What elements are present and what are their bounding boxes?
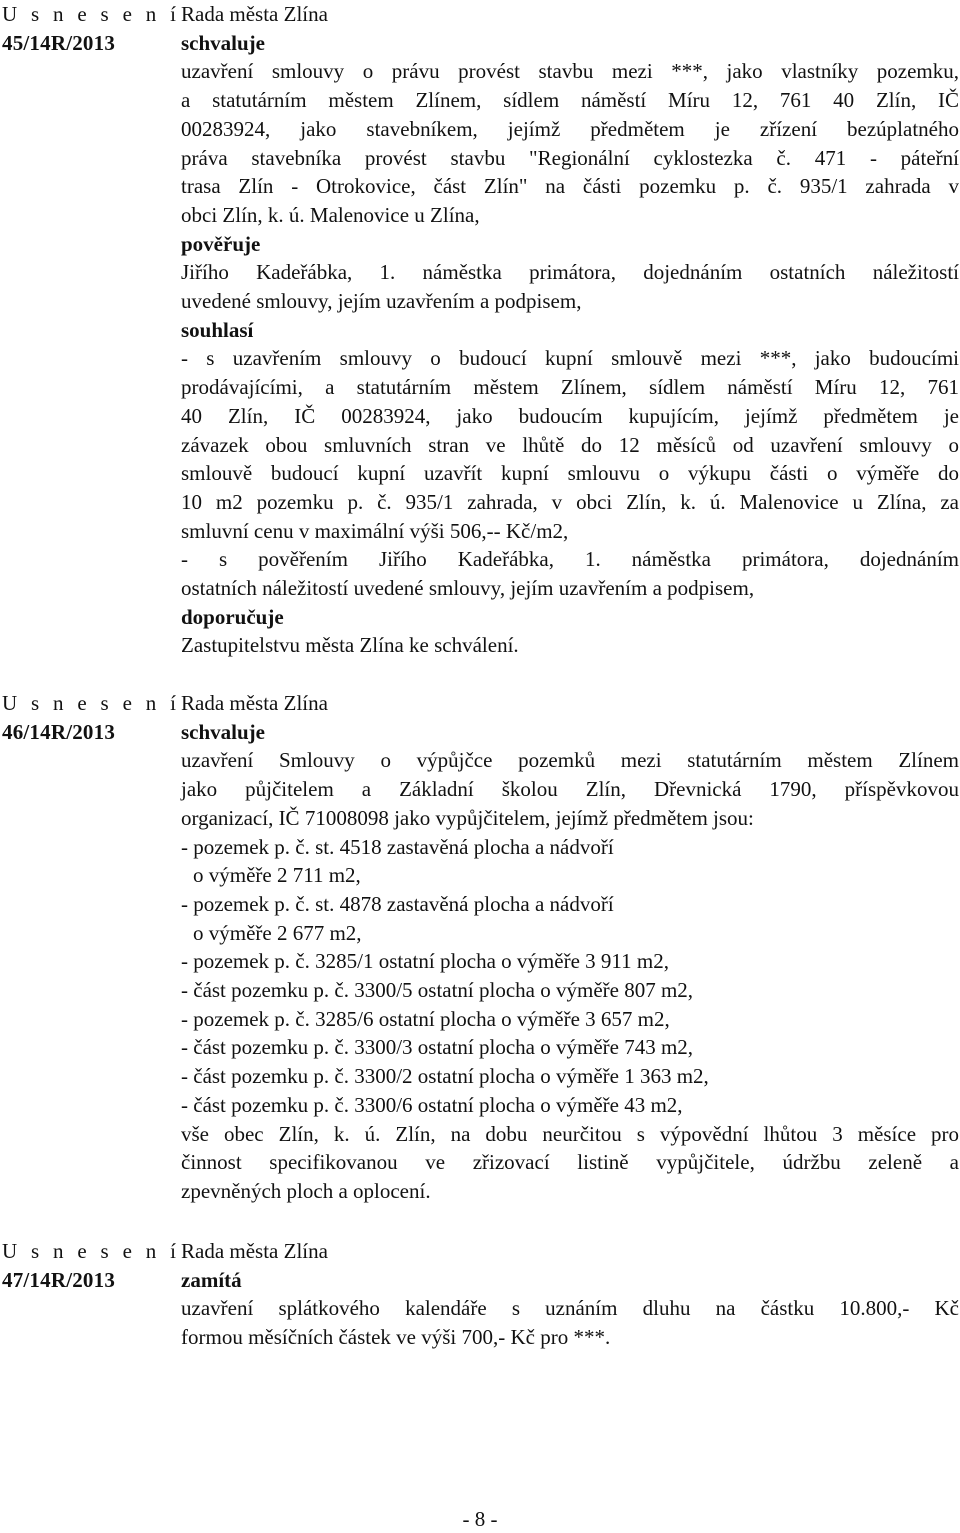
resolution-number: 45/14R/2013: [2, 30, 116, 55]
resolution-label-45: [2, 0, 181, 57]
resolution-word: U s n e s e n í: [2, 691, 181, 715]
text-line: a statutárním městem Zlínem, sídlem náměstí Míru 12, 761 40 Zlín, IČ: [181, 88, 959, 113]
resolution-verb: doporučuje: [181, 604, 284, 629]
text-line: Rada města Zlína: [181, 1239, 328, 1263]
text-line: - s pověřením Jiřího Kadeřábka, 1. náměstka primátora, dojednáním: [181, 547, 959, 572]
resolution-body-47: [181, 1237, 959, 1352]
text-line: Zastupitelstvu města Zlína ke schválení.: [181, 633, 519, 658]
text-line: - s uzavřením smlouvy o budoucí kupní smlouvě mezi ***, jako budoucími: [181, 346, 959, 371]
resolution-label-46: [2, 689, 181, 746]
text-line: trasa Zlín - Otrokovice, část Zlín" na části pozemku p. č. 935/1 zahrada v: [181, 174, 959, 199]
text-line: - pozemek p. č. 3285/6 ostatní plocha o výměře 3 657 m2,: [181, 1006, 670, 1031]
resolution-number: 47/14R/2013: [2, 1267, 116, 1292]
text-line: ostatních náležitostí uvedené smlouvy, jejím uzavřením a podpisem,: [181, 576, 755, 601]
text-line: 00283924, jako stavebníkem, jejímž předmětem je zřízení bezúplatného: [181, 116, 959, 141]
text-line: uzavření Smlouvy o výpůjčce pozemků mezi statutárním městem Zlínem: [181, 748, 959, 773]
text-line: o výměře 2 677 m2,: [193, 920, 362, 945]
resolution-verb: pověřuje: [181, 231, 261, 256]
text-line: vše obec Zlín, k. ú. Zlín, na dobu neurčitou s výpovědní lhůtou 3 měsíce pro: [181, 1121, 959, 1146]
text-line: obci Zlín, k. ú. Malenovice u Zlína,: [181, 202, 480, 227]
resolution-verb: zamítá: [181, 1267, 242, 1292]
text-line: - část pozemku p. č. 3300/3 ostatní plocha o výměře 743 m2,: [181, 1035, 694, 1060]
text-line: - část pozemku p. č. 3300/5 ostatní plocha o výměře 807 m2,: [181, 978, 694, 1003]
text-line: jako půjčitelem a Základní školou Zlín, Dřevnická 1790, příspěvkovou: [181, 777, 959, 802]
resolution-number: 46/14R/2013: [2, 719, 116, 744]
resolution-body-45: [181, 0, 959, 660]
text-line: - pozemek p. č. st. 4518 zastavěná plocha a nádvoří: [181, 834, 614, 859]
text-line: organizací, IČ 71008098 jako vypůjčitelem, jejímž předmětem jsou:: [181, 805, 754, 830]
text-line: formou měsíčních částek ve výši 700,- Kč pro ***.: [181, 1325, 611, 1350]
text-line: Jiřího Kadeřábka, 1. náměstka primátora, dojednáním ostatních náležitostí: [181, 260, 959, 285]
text-line: zpevněných ploch a oplocení.: [181, 1178, 431, 1203]
text-line: Rada města Zlína: [181, 691, 328, 715]
resolution-verb: schvaluje: [181, 30, 265, 55]
resolution-word: U s n e s e n í: [2, 1239, 181, 1263]
page-number: - 8 -: [462, 1507, 498, 1531]
resolution-label-47: [2, 1237, 181, 1294]
text-line: činnost specifikovanou ve zřizovací listině vypůjčitele, údržbu zeleně a: [181, 1150, 959, 1175]
resolution-body-46: [181, 689, 959, 1206]
text-line: Rada města Zlína: [181, 2, 328, 26]
resolution-verb: souhlasí: [181, 317, 254, 342]
text-line: - část pozemku p. č. 3300/2 ostatní plocha o výměře 1 363 m2,: [181, 1064, 709, 1089]
text-line: - pozemek p. č. 3285/1 ostatní plocha o výměře 3 911 m2,: [181, 949, 669, 974]
text-line: závazek obou smluvních stran ve lhůtě do 12 měsíců od uzavření smlouvy o: [181, 432, 959, 457]
text-line: 40 Zlín, IČ 00283924, jako budoucím kupujícím, jejímž předmětem je: [181, 403, 959, 428]
text-line: - část pozemku p. č. 3300/6 ostatní plocha o výměře 43 m2,: [181, 1092, 683, 1117]
text-line: uzavření splátkového kalendáře s uznáním dluhu na částku 10.800,- Kč: [181, 1296, 959, 1321]
resolution-word: U s n e s e n í: [2, 2, 181, 26]
text-line: uzavření smlouvy o právu provést stavbu mezi ***, jako vlastníky pozemku,: [181, 59, 959, 84]
text-line: práva stavebníka provést stavbu "Regionální cyklostezka č. 471 - páteřní: [181, 145, 959, 170]
text-line: smluvní cenu v maximální výši 506,-- Kč/m2,: [181, 518, 569, 543]
text-line: - pozemek p. č. st. 4878 zastavěná plocha a nádvoří: [181, 891, 614, 916]
text-line: 10 m2 pozemku p. č. 935/1 zahrada, v obci Zlín, k. ú. Malenovice u Zlína, za: [181, 489, 959, 514]
text-line: prodávajícími, a statutárním městem Zlínem, sídlem náměstí Míru 12, 761: [181, 375, 959, 400]
text-line: smlouvě budoucí kupní uzavřít kupní smlouvu o výkupu části o výměře do: [181, 461, 959, 486]
text-line: o výměře 2 711 m2,: [193, 863, 361, 888]
resolution-verb: schvaluje: [181, 719, 265, 744]
text-line: uvedené smlouvy, jejím uzavřením a podpisem,: [181, 289, 582, 314]
